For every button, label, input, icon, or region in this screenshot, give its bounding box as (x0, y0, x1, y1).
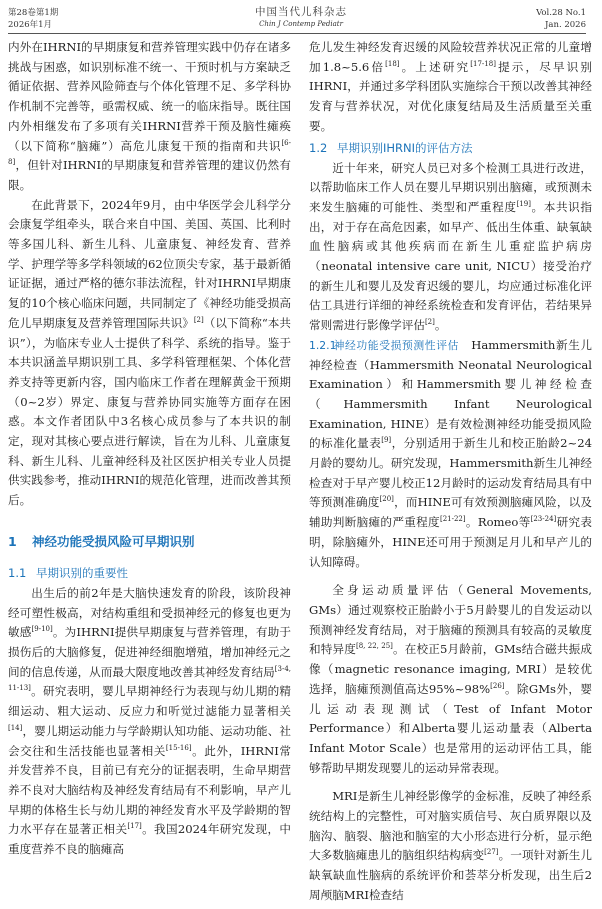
text: ，而HINE可有效预测脑瘫风险，以及辅助判断脑瘫的严重程度 (309, 495, 592, 530)
text: 。上述研究 (399, 59, 471, 74)
text: ，分别适用于新生儿和校正胎龄2~24月龄的婴幼儿。研究发现，Hammersmith新生儿神经检查对于早产婴儿校正12月龄时的运动发育结局具有中等预测准确度 (309, 436, 592, 510)
text: 。Romeo等 (465, 515, 531, 530)
citation: [17-18] (470, 59, 496, 68)
text: 全身运动质量评估（General Movements, GMs）通过观察校正胎龄小于5月龄婴儿的自发运动以预测神经发育结局，对于脑瘫的预测具有较高的灵敏度和特异度 (309, 583, 592, 657)
citation: [2] (424, 318, 435, 327)
section-title: 早期识别的重要性 (36, 565, 128, 580)
citation: [9-10] (31, 625, 53, 634)
text: ，但针对IHRNI的早期康复和营养管理的建议仍然有限。 (8, 158, 291, 192)
section-heading-1-2 (309, 139, 592, 158)
citation: [8, 22, 25] (355, 642, 393, 651)
section-number: 1.2.1 (309, 338, 337, 352)
text: 危儿发生神经发育迟缓的风险较营养状况正常的儿童增加1.8~5.6倍 (309, 40, 592, 74)
journal-title-en: Chin J Contemp Pediatr (259, 20, 343, 28)
paragraph-predictive-assessment (309, 336, 592, 572)
text: 。本共识指出，对于存在高危因素，如早产、低出生体重、缺氧缺血性脑病或其他疾病而在新生儿重症监护病房（neonatal intensive care unit, NICU）接受治疗的新生儿和婴儿及发育迟缓的婴儿，均应通过标准化评估工具进行详细的神经系统检查和发育评估，若结果异常则需进行影像学评估 (309, 199, 592, 333)
section-heading-1-1 (8, 564, 291, 583)
citation: [9] (381, 436, 392, 445)
citation: [14] (8, 723, 23, 732)
header-volume-cn-line: 第28卷第1期 (8, 8, 59, 18)
header-date-en: Jan. 2026 (545, 20, 586, 30)
citation: [27] (484, 848, 499, 857)
text: 。 (434, 318, 447, 333)
paragraph-background (8, 196, 291, 511)
header-date-cn: 2026年1月 (8, 20, 53, 30)
text: 出生后的前2年是大脑快速发育的阶段，该阶段神经可塑性极高，对结构重组和受损神经元的修复也更为敏感 (8, 585, 291, 640)
text: 研究表明，除脑瘫外，HINE还可用于预测足月儿和早产儿的认知障碍。 (309, 515, 592, 569)
section-heading-1-2-1 (309, 339, 459, 352)
paragraph-mri (309, 787, 592, 905)
journal-title-cn: 中国当代儿科杂志 (255, 6, 347, 18)
spacer (8, 511, 291, 530)
text: 在此背景下，2024年9月，由中华医学会儿科学分会康复学组牵头，联合来自中国、美国、英国、比利时等多国儿科、新生儿科、儿童康复、神经发育、营养学、护理学等多学科领域的62位顶尖专家，基于最新循证证据，通过严格的德尔菲法流程，针对IHRNI早期康复的10个核心临床问题，共同制定了《神经功能受损高危儿早期康复及营养管理国际共识》 (8, 197, 291, 330)
text: 。我国2024年研究发现，中重度营养不良的脑瘫高 (8, 822, 291, 857)
text: 近十年来，研究人员已对多个检测工具进行改进，以帮助临床工作人员在婴儿早期识别出脑瘫，或预测未来发生脑瘫的可能性、类型和严重程度 (309, 160, 592, 214)
text: 提示，尽早识别IHRNI，并通过多学科团队实施综合干预以改善其神经发育与营养状况，对优化康复结局及生活质量至关重要。 (309, 59, 592, 133)
section-title: 神经功能受损预测性评估 (333, 338, 459, 352)
text: ，婴儿期运动能力与学龄期认知功能、运动功能、社会交往和生活技能也显著相关 (8, 723, 291, 758)
spacer (309, 572, 592, 581)
citation: [18] (385, 59, 400, 68)
text: 。研究表明，婴儿早期神经行为表现与幼儿期的精细运动、粗大运动、反应力和听觉过滤能力显著相关 (8, 684, 291, 719)
citation: [23-24] (530, 515, 557, 524)
citation: [2] (193, 315, 204, 324)
section-title: 神经功能受损风险可早期识别 (32, 533, 195, 549)
citation: [19] (516, 200, 531, 209)
paragraph-intro-cont (8, 38, 291, 196)
text: MRI是新生儿神经影像学的金标准，反映了神经系统结构上的完整性，可对脑实质信号、灰白质界限以及脑沟、脑裂、脑池和脑室的大小形态进行分析，显示绝大多数脑瘫患儿的脑组织结构病变 (309, 789, 592, 863)
left-column (8, 38, 291, 906)
text: Hammersmith新生儿神经检查（Hammersmith Neonatal Neurological Examination）和Hammersmith婴儿神经检查（Hammersmith Infant Neurological Examination, HINE）是有效检测神经功能受损风险的标准化量表 (309, 337, 592, 451)
text: 。一项针对新生儿缺氧缺血性脑病的系统评价和荟萃分析发现，出生后2周颅脑MRI检查结 (309, 848, 592, 902)
section-heading-1 (8, 532, 291, 551)
citation: [6-8] (8, 138, 291, 167)
spacer (8, 553, 291, 562)
spacer (309, 778, 592, 787)
text: 。除GMs外，婴儿运动表现测试（Test of Infant Motor Performance）和Alberta婴儿运动量表（Alberta Infant Motor Scale）也是常用的运动评估工具，能够帮助早期发现婴儿的运动异常表现。 (309, 681, 592, 775)
header-volume-en (536, 7, 586, 31)
header-volume-en-line: Vol.28 No.1 (536, 8, 586, 18)
text: （以下简称“本共识”），为临床专业人士提供了科学、系统的指导。鉴于本共识涵盖早期识别工具、多学科管理框架、个体化营养支持等更新内容，国内临床工作者在理解黄金干预期（0~2岁）界定、康复与营养协同实施等方面存在困惑。本文作者团队中3名核心成员参与了本共识的制定，现对其核心要点进行解读，旨在为儿科、儿童康复科、新生儿科、儿童神经科及社区医护相关专业人员提供实践参考，推动IHRNI的规范化管理，进而改善其预后。 (8, 315, 291, 508)
section-number: 1.1 (8, 565, 27, 580)
paragraph-importance (8, 584, 291, 860)
section-title: 早期识别IHRNI的评估方法 (337, 140, 473, 155)
header-rule (8, 33, 586, 34)
section-number: 1.2 (309, 140, 328, 155)
text: 。此外，IHRNI常并发营养不良，目前已有充分的证据表明，生命早期营养不良对大脑结构及神经发育结局有不利影响，早产儿早期的体格生长与幼儿期的神经发育水平及学龄期的智力水平存在显著正相关 (8, 743, 291, 837)
section-number: 1 (8, 533, 17, 549)
citation: [17] (127, 822, 142, 831)
citation: [3-4, 11-13] (8, 664, 291, 693)
text: 。为IHRNI提供早期康复与营养管理，有助于损伤后的大脑修复，促进神经细胞增殖，增加神经元之间的信息传递，从而最大限度地改善其神经发育结局 (8, 625, 291, 679)
right-column (309, 38, 592, 906)
citation: [26] (490, 681, 505, 690)
paragraph-gms (309, 581, 592, 778)
text: 内外在IHRNI的早期康复和营养管理实践中仍存在诸多挑战与困惑，如识别标准不统一、干预时机与方案缺乏循证依据、营养风险筛查与个体化管理不足、多学科协作机制不完善等，亟需权威、统一的临床指导。既往国内外相继发布了多项有关IHRNI营养干预及脑性瘫痪（以下简称“脑瘫”）高危儿康复干预的指南和共识 (8, 40, 291, 153)
citation: [21-22] (439, 515, 466, 524)
paragraph-importance-cont (309, 38, 592, 137)
citation: [15-16] (165, 743, 192, 752)
text: 。在校正5月龄前，GMs结合磁共振成像（magnetic resonance imaging, MRI）是较优选择，脑瘫预测值高达95%~98% (309, 642, 592, 696)
citation: [20] (379, 495, 394, 504)
paragraph-methods (309, 159, 592, 336)
header-journal (0, 6, 602, 29)
page-header (0, 0, 602, 36)
